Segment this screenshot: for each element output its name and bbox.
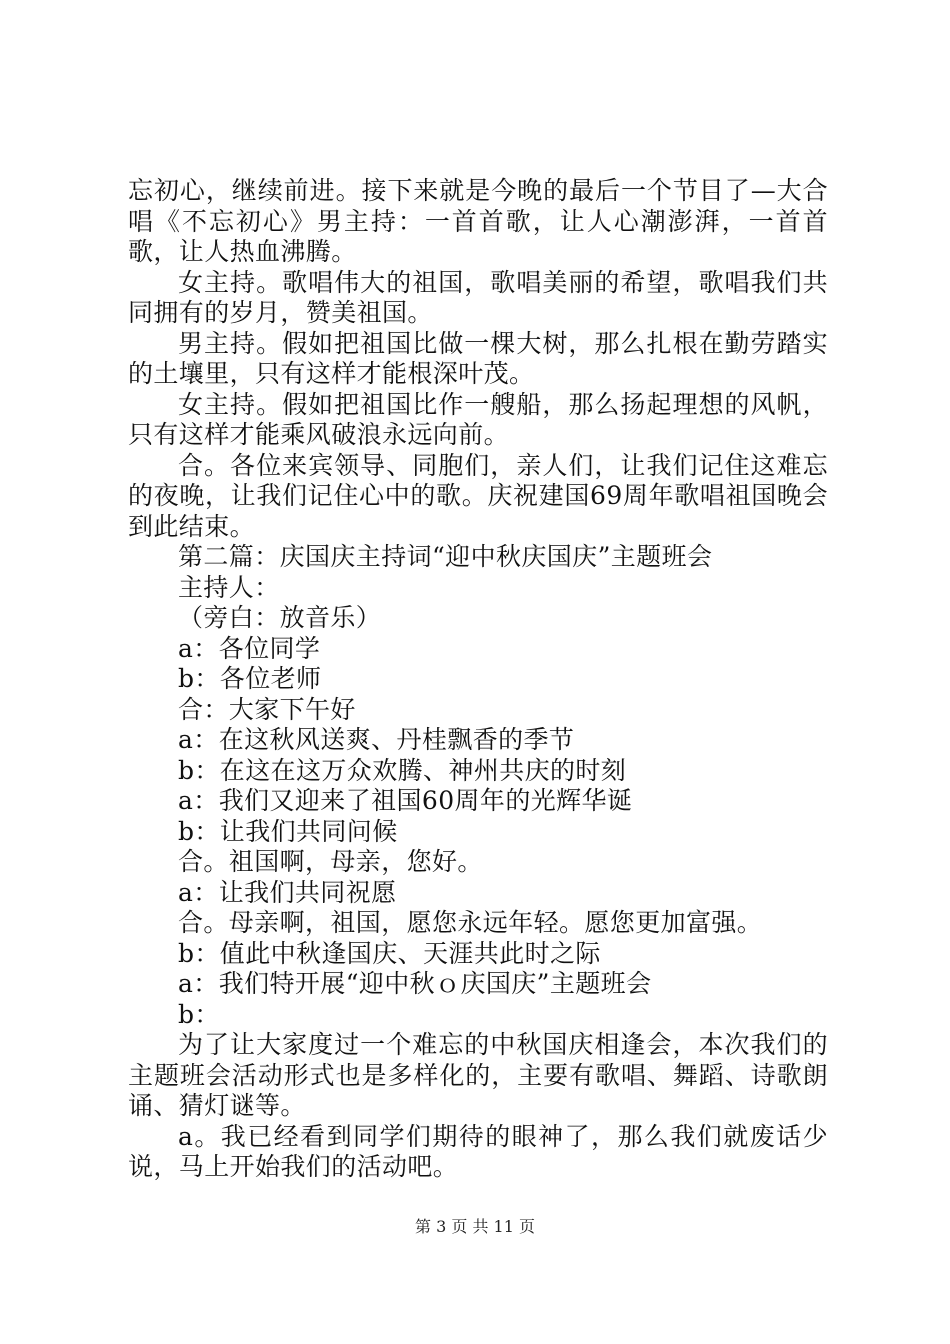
paragraph: （旁白：放音乐）: [178, 603, 382, 632]
document-body: [128, 176, 828, 1183]
paragraph: a。我已经看到同学们期待的眼神了，那么我们就废话少说，马上开始我们的活动吧。: [128, 1121, 828, 1181]
section-heading: 第二篇：庆国庆主持词“迎中秋庆国庆”主题班会: [178, 542, 713, 571]
dialogue-line: a：我们又迎来了祖国60周年的光辉华诞: [178, 786, 633, 815]
dialogue-line: 合。母亲啊，祖国，愿您永远年轻。愿您更加富强。: [178, 908, 763, 937]
dialogue-line: b：: [178, 999, 220, 1029]
dialogue-line: a：我们特开展“迎中秋ｏ庆国庆”主题班会: [178, 969, 652, 998]
dialogue-line: a：让我们共同祝愿: [178, 877, 397, 907]
page-footer: 第 3 页 共 11 页: [415, 1217, 535, 1236]
paragraph: 主持人：: [178, 572, 280, 602]
dialogue-line: b：让我们共同问候: [178, 816, 398, 846]
dialogue-line: b：各位老师: [178, 664, 322, 693]
paragraph: 忘初心，继续前进。接下来就是今晚的最后一个节目了—大合唱《不忘初心》男主持：一首首歌，让人心潮澎湃，一首首歌，让人热血沸腾。: [128, 176, 828, 266]
dialogue-line: 合：大家下午好: [178, 694, 356, 724]
dialogue-line: a：在这秋风送爽、丹桂飘香的季节: [178, 725, 575, 754]
dialogue-line: b：值此中秋逢国庆、天涯共此时之际: [178, 938, 601, 968]
dialogue-line: b：在这在这万众欢腾、神州共庆的时刻: [178, 755, 627, 785]
paragraph: 女主持。假如把祖国比作一艘船，那么扬起理想的风帆，只有这样才能乘风破浪永远向前。: [128, 389, 828, 449]
paragraph: 为了让大家度过一个难忘的中秋国庆相逢会，本次我们的主题班会活动形式也是多样化的，主要有歌唱、舞蹈、诗歌朗诵、猜灯谜等。: [128, 1030, 828, 1120]
dialogue-line: a：各位同学: [178, 633, 321, 663]
dialogue-line: 合。祖国啊，母亲，您好。: [178, 847, 483, 876]
paragraph: 合。各位来宾领导、同胞们，亲人们，让我们记住这难忘的夜晚，让我们记住心中的歌。庆祝建国69周年歌唱祖国晚会到此结束。: [128, 450, 828, 541]
paragraph: 男主持。假如把祖国比做一棵大树，那么扎根在勤劳踏实的土壤里，只有这样才能根深叶茂。: [128, 328, 828, 388]
paragraph: 女主持。歌唱伟大的祖国，歌唱美丽的希望，歌唱我们共同拥有的岁月，赞美祖国。: [128, 267, 828, 327]
